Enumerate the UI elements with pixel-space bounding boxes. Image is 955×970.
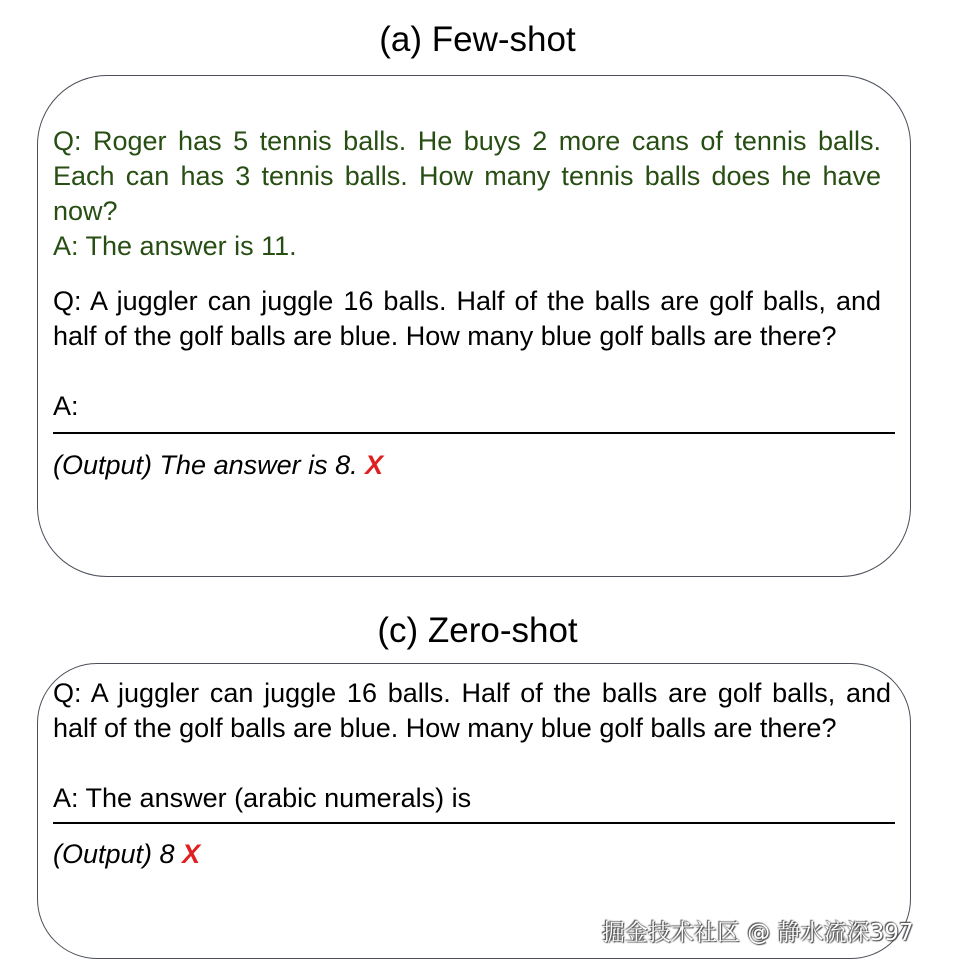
wrong-mark-icon: X (182, 839, 201, 869)
watermark: 掘金技术社区 @ 静水流深397 (602, 920, 914, 946)
few-shot-title: (a) Few-shot (379, 20, 576, 59)
example-question: Q: Roger has 5 tennis balls. He buys 2 more cans of tennis balls. Each can has 3 tennis balls. How many tennis balls does he have now? (53, 126, 881, 226)
few-shot-panel (37, 75, 911, 577)
question: Q: A juggler can juggle 16 balls. Half of the balls are golf balls, and half of the golf balls are blue. How many blue golf balls are there? (53, 678, 891, 743)
answer-prompt: A: The answer (arabic numerals) is (53, 783, 472, 813)
divider (53, 432, 895, 434)
zero-shot-title: (c) Zero-shot (377, 611, 578, 650)
example-answer: A: The answer is 11. (53, 231, 297, 261)
wrong-mark-icon: X (365, 450, 384, 480)
output-line (53, 448, 383, 483)
output-line (53, 837, 200, 872)
divider (53, 822, 895, 824)
output-text: (Output) The answer is 8. (53, 450, 358, 480)
question: Q: A juggler can juggle 16 balls. Half of the balls are golf balls, and half of the golf balls are blue. How many blue golf balls are there? (53, 286, 881, 351)
answer-prompt: A: (53, 391, 79, 421)
output-text: (Output) 8 (53, 839, 175, 869)
